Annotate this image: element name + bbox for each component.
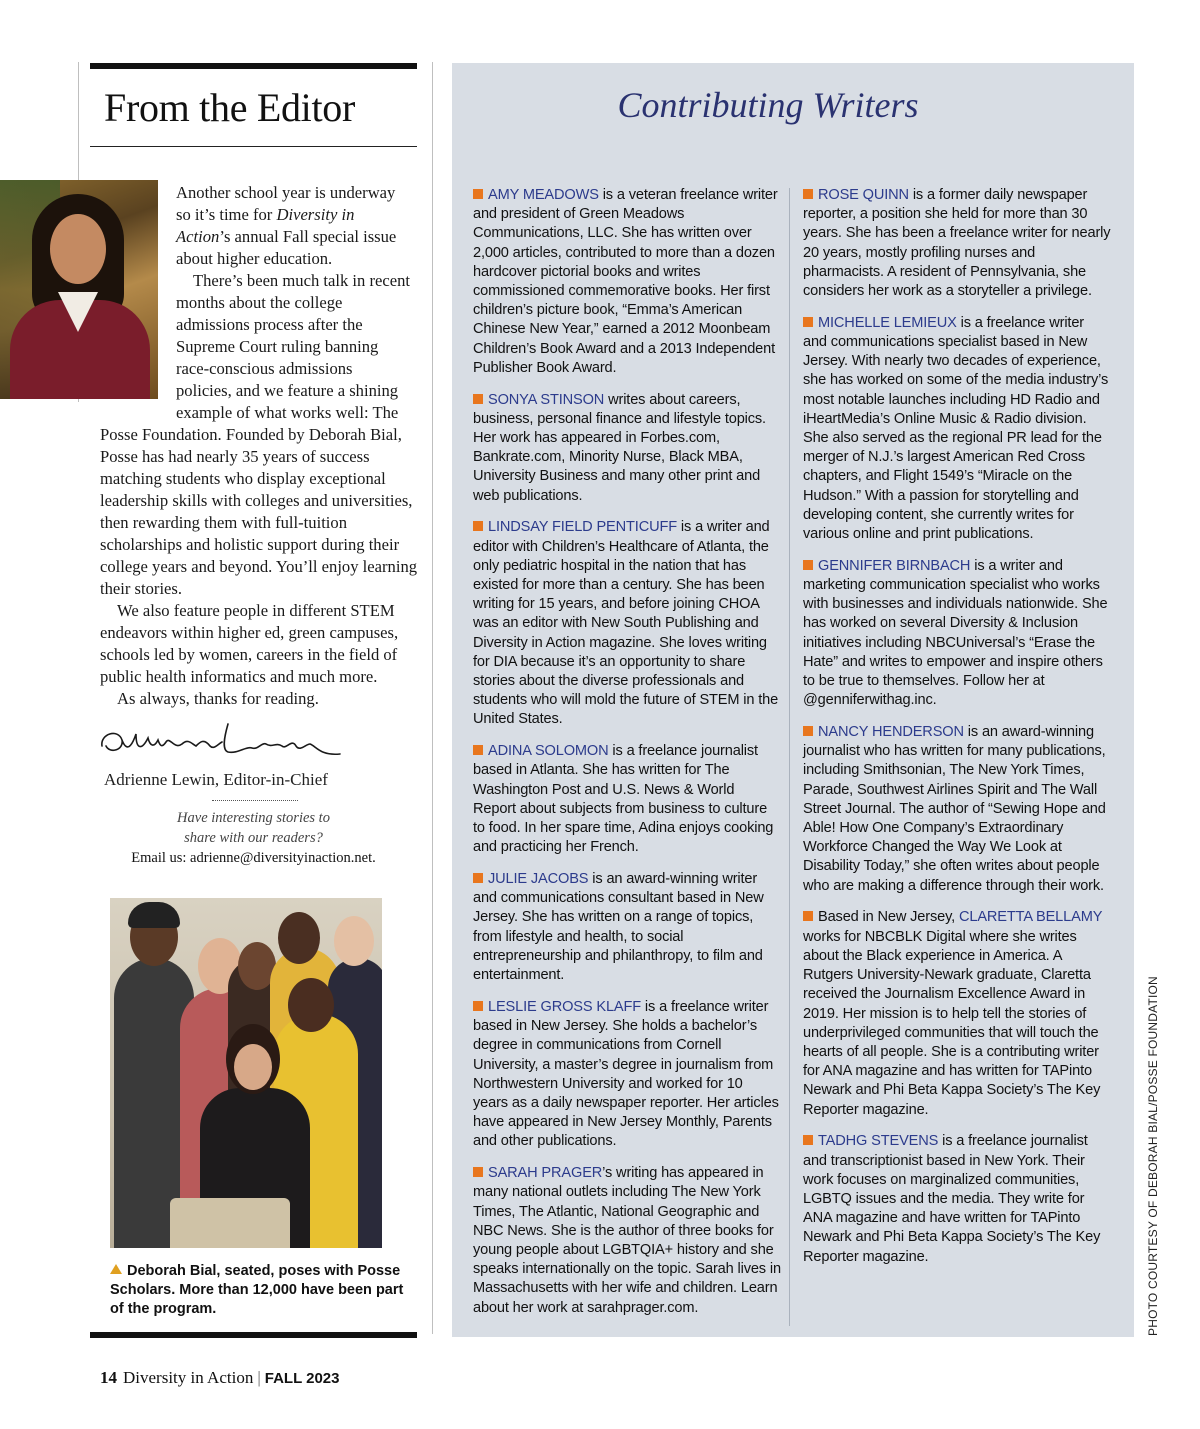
writer-bio [803,314,1111,544]
writer-name: TADHG STEVENS [818,1133,939,1150]
issue-label: FALL 2023 [264,1370,340,1387]
editor-letter-intro [176,182,412,424]
writer-bio-text: writes about careers, business, personal finance and lifestyle topics. Her work has appeared in Forbes.com, Bankrate.com, Minority Nurse, Black MBA, University Business and many other print and web publications. [473,391,766,504]
bottom-bar [90,1332,417,1338]
top-bar [90,63,417,69]
page-number: 14 [100,1368,117,1387]
writer-bio-text: ’s writing has appeared in many national outlets including The New York Times, The Atlantic, National Geographic and NBC News. She is the author of three books for young people about LGBTQIA+ history and she speaks internationally on the topic. Sarah lives in Massachusetts with her wife and children. Learn about her work at sarahprager.com. [473,1165,781,1316]
editor-signature [96,716,346,766]
writer-bio [803,723,1111,896]
invite-question-line-1: Have interesting stories to [177,810,330,826]
writer-bio-text: is a veteran freelance writer and president of Green Meadows Communications, LLC. She has written over 2,000 articles, contributed to more than a dozen hardcover pictorial books and writes commissioned commemorative books. Her first children’s picture book, “Emma’s American Chinese New Year,” earned a 2012 Moonbeam Children’s Book Award and a 2013 Independent Publisher Book Award. [473,187,778,376]
writer-name: LESLIE GROSS KLAFF [488,998,642,1015]
writers-column-left [473,186,781,1330]
writer-name: ADINA SOLOMON [488,743,609,760]
writer-bio-text: is a writer and editor with Children’s Healthcare of Atlanta, the only pediatric hospital in the nation that has existed for more than a century. She has been writing for 15 years, and before joining CHOA was an editor with New South Publishing and Diversity in Action magazine. She loves writing for DIA because it’s an opportunity to share stories about the diverse professionals and students who will mold the future of STEM in the United States. [473,519,779,728]
writer-bio-text: is an award-winning writer and communications consultant based in New Jersey. She has written on a range of topics, from lifestyle and health, to social entrepreneurship and philanthropy, to film and entertainment. [473,871,764,984]
magazine-name: Diversity in Action [123,1368,254,1387]
editor-paragraph-3: We also feature people in different STEM endeavors within higher ed, green campuses, schools led by women, careers in the field of public health informatics and much more. [100,601,399,686]
bullet-square-icon [803,560,813,570]
bullet-square-icon [473,873,483,883]
writer-bio-text: is a writer and marketing communication specialist who works with businesses and individuals nationwide. She has worked on several Diversity & Inclusion initiatives including NBCUniversal’s “Erase the Hate” and writes to empower and inspire others to be true to themselves. Follow her at @genniferwithag.inc. [803,557,1108,709]
bullet-square-icon [473,189,483,199]
editor-paragraph-1: Another school year is underway so it’s time for Diversity in Action’s annual Fall special issue about higher education. [176,183,397,268]
bullet-square-icon [803,911,813,921]
bullet-square-icon [473,394,483,404]
writer-bio-text: is a freelance writer based in New Jersey. She holds a bachelor’s degree in communications from Cornell University, a master’s degree in journalism from Northwestern University and worked for 10 years as a daily newspaper reporter. Her articles have appeared in New Jersey Monthly, Parents and other publications. [473,998,779,1150]
writer-bio-text: works for NBCBLK Digital where she writes about the Black experience in America. A Rutgers University-Newark graduate, Claretta received the Journalism Excellence Award in 2019. Her mission is to help tell the stories of underprivileged communities that will touch the hearts of all people. She is a contributing writer for ANA magazine and has written for TAPinto Newark and Phi Beta Kappa Society’s The Key Reporter magazine. [803,928,1101,1118]
contact-invite [90,808,417,868]
contributing-writers-title: Contributing Writers [617,85,919,125]
editor-letter-body [100,424,418,710]
writer-bio-text: is an award-winning journalist who has written for many publications, including Smithsonian, The New York Times, Parade, Southwest Airlines Spirit and The Wall Street Journal. The author of “Sewing Hope and Able! How One Company’s Extraordinary Workforce Changed the Way We Look at Disability Today,” she often writes about people who are making a difference through their work. [803,724,1106,894]
editor-paragraph-2a: There’s been much talk in recent months about the college admissions process after the Supreme Court ruling banning race-conscious admissions policies, and we feature a shining example of what works well: The [176,271,411,422]
writer-name: CLARETTA BELLAMY [958,909,1103,926]
writer-bio-text: is a freelance journalist based in Atlanta. She has written for The Washington Post and U.S. News & World Report about subjects from business to culture to food. In her spare time, Adina enjoys cooking and practicing her French. [473,743,774,856]
writer-bio [473,998,781,1152]
editor-paragraph-2b: Posse Foundation. Founded by Deborah Bial, Posse has had nearly 35 years of success matching students who display exceptional leadership skills with colleges and universities, then rewarding them with full-tuition scholarships and holistic support during their college years and beyond. You’ll enjoy learning their stories. [100,425,418,598]
page-footer [100,1368,340,1388]
photo-caption: Deborah Bial, seated, poses with Posse Scholars. More than 12,000 have been part of the program. [110,1263,404,1317]
writer-bio [473,186,781,378]
writer-bio [473,518,781,729]
editor-name-line: Adrienne Lewin, Editor-in-Chief [104,770,328,789]
writer-bio [803,557,1111,711]
writer-bio: Based in New Jersey, CLARETTA BELLAMY works for NBCBLK Digital where she writes about the Black experience in America. A Rutgers University-Newark graduate, Claretta received the Journalism Excellence Award in 2019. Her mission is to help tell the stories of underprivileged communities that will touch the hearts of all people. She is a contributing writer for ANA magazine and has written for TAPinto Newark and Phi Beta Kappa Society’s The Key Reporter magazine. [803,909,1103,1118]
bullet-square-icon [803,1135,813,1145]
writers-column-right [803,186,1111,1279]
writer-name: SONYA STINSON [488,391,605,408]
editor-title: From the Editor [104,85,356,130]
writer-name: MICHELLE LEMIEUX [818,314,957,331]
writer-bio [473,391,781,506]
editor-email-link[interactable]: Email us: adrienne@diversityinaction.net. [131,850,376,866]
writer-bio [803,186,1111,301]
dotted-divider [212,800,298,801]
writer-bio [473,742,781,857]
posse-scholars-photo [110,898,382,1248]
writers-column-divider [789,188,790,1326]
column-divider [432,62,433,1334]
photo-credit: PHOTO COURTESY OF DEBORAH BIAL/POSSE FOUNDATION [1146,976,1160,1336]
bullet-square-icon [473,1167,483,1177]
writer-name: GENNIFER BIRNBACH [818,557,971,574]
bullet-square-icon [473,745,483,755]
bullet-square-icon [803,726,813,736]
writer-bio-text: is a freelance journalist and transcriptionist based in New York. Their work focuses on marginalized communities, LGBTQ issues and the media. They write for ANA magazine and have written for TAPinto Newark and Phi Beta Kappa Society’s The Key Reporter magazine. [803,1133,1101,1265]
writer-bio-text: is a former daily newspaper reporter, a position she held for more than 30 years. She has been a freelance writer for nearly 20 years, mostly profiling nurses and pharmacists. A resident of Pennsylvania, she considers her work as a storyteller a privilege. [803,187,1111,300]
bullet-square-icon [473,1001,483,1011]
editor-paragraph-4: As always, thanks for reading. [117,689,319,708]
writer-bio [473,1164,781,1318]
footer-separator: | [257,1368,261,1387]
writer-bio [803,1132,1111,1266]
invite-question-line-2: share with our readers? [184,830,323,846]
bullet-square-icon [473,521,483,531]
bullet-square-icon [803,189,813,199]
writer-name: LINDSAY FIELD PENTICUFF [488,519,678,536]
writer-name: ROSE QUINN [818,187,909,203]
writer-name: AMY MEADOWS [488,187,599,203]
writer-name: NANCY HENDERSON [818,724,964,741]
writer-bio-text: is a freelance writer and communications specialist based in New Jersey. With nearly two decades of experience, she has worked on some of the media industry’s most notable launches including HD Radio and iHeartMedia’s Online Music & Radio division. She also served as the regional PR lead for the merger of N.J.’s largest American Red Cross chapters, and Flight 1549’s “Miracle on the Hudson.” With a passion for storytelling and developing content, she currently writes for various online and print publications. [803,314,1109,543]
writer-name: SARAH PRAGER [488,1165,603,1182]
bullet-square-icon [803,317,813,327]
title-rule [90,146,417,147]
caption-triangle-icon [110,1264,122,1274]
writer-name: JULIE JACOBS [488,871,589,888]
editor-portrait-photo [0,180,158,399]
writer-bio [473,870,781,985]
